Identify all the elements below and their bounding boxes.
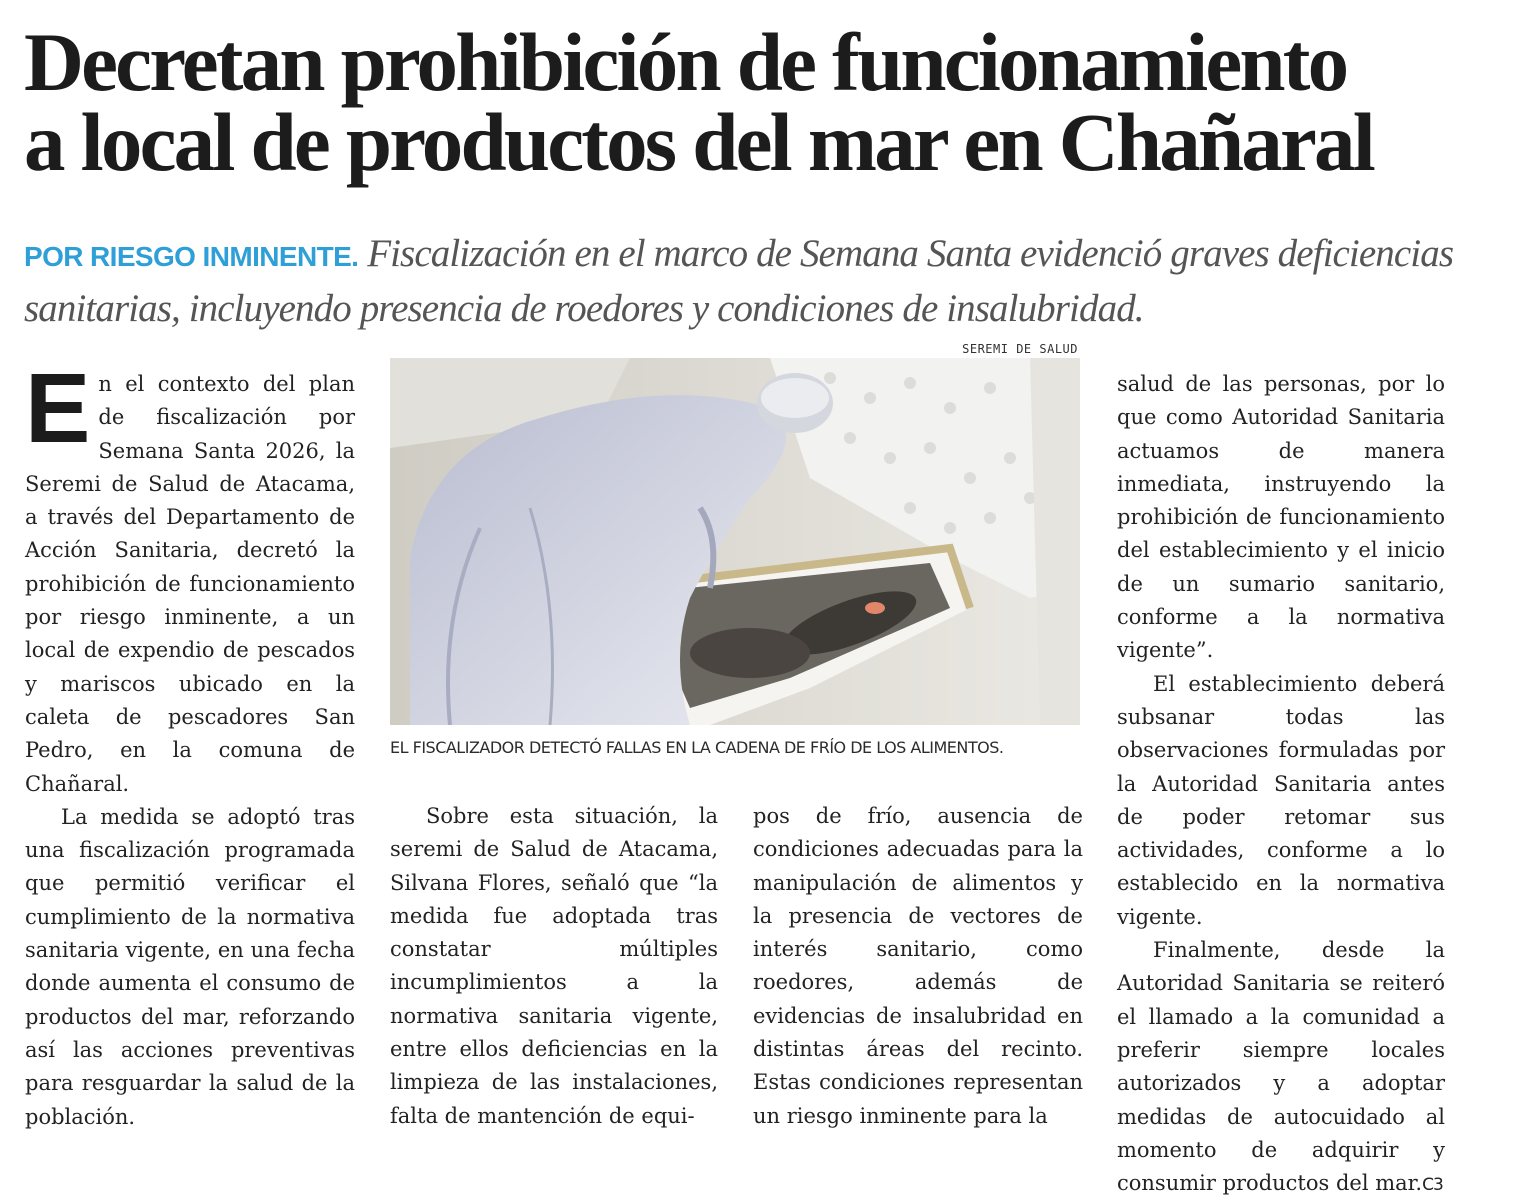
paragraph-text: n el contexto del plan de fiscalización por Semana Santa 2026, la Seremi de Salud de Atacama, a través del Departamento de Acción Sanitaria, decretó la prohibición de funcionamiento por riesgo inminente, a un local de expendio de pescados y mariscos ubicado en la caleta de pescadores San Pedro, en la comuna de Chañaral. [25, 372, 355, 796]
article-column-4 [1117, 368, 1445, 1202]
article-column-2 [390, 800, 718, 1133]
paragraph: El establecimiento deberá subsanar todas las observaciones formuladas por la Autoridad Sanitaria antes de poder retomar sus actividades, conforme a lo establecido en la normativa vigente. [1117, 671, 1445, 929]
deck-text: Fiscalización en el marco de Semana Santa evidenció graves deficiencias sanitarias, incluyendo presencia de roedores y condiciones de insalubridad. [24, 232, 1454, 330]
photo-illustration [390, 358, 1080, 725]
paragraph-text: Finalmente, desde la Autoridad Sanitaria se reiteró el llamado a la comunidad a preferir siempre locales autorizados y a adoptar medidas de autocuidado al momento de adquirir y consumir productos del mar. [1117, 938, 1445, 1196]
article-column-1 [25, 353, 355, 1134]
paragraph: La medida se adoptó tras una fiscalización programada que permitió verificar el cumplimiento de la normativa sanitaria vigente, en una fecha donde aumenta el consumo de productos del mar, reforzando así las acciones preventivas para resguardar la salud de la población. [25, 804, 355, 1129]
headline-line-1: Decretan prohibición de funcionamiento [24, 16, 1347, 108]
photo-caption: EL FISCALIZADOR DETECTÓ FALLAS EN LA CADENA DE FRÍO DE LOS ALIMENTOS. [390, 738, 1004, 757]
paragraph [1117, 934, 1445, 1202]
article-photo [390, 358, 1080, 725]
article-column-3 [753, 800, 1083, 1133]
deck-kicker: POR RIESGO INMINENTE. [24, 241, 359, 272]
end-mark: C3 [1422, 1175, 1443, 1196]
photo-credit: SEREMI DE SALUD [962, 342, 1078, 356]
paragraph: pos de frío, ausencia de condiciones adecuadas para la manipulación de alimentos y la presencia de vectores de interés sanitario, como roedores, además de evidencias de insalubridad en distintas áreas del recinto. Estas condiciones representan un riesgo inminente para la [753, 804, 1083, 1128]
headline [24, 16, 1494, 188]
paragraph: salud de las personas, por lo que como Autoridad Sanitaria actuamos de manera inmediata, instruyendo la prohibición de funcionamiento del establecimiento y el inicio de un sumario sanitario, conforme a la normativa vigente”. [1117, 372, 1445, 663]
paragraph: Sobre esta situación, la seremi de Salud de Atacama, Silvana Flores, señaló que “la medida fue adoptada tras constatar múltiples incumplimientos a la normativa sanitaria vigente, entre ellos deficiencias en la limpieza de las instalaciones, falta de mantención de equi- [390, 804, 718, 1128]
headline-line-2: a local de productos del mar en Chañaral [24, 96, 1374, 188]
drop-cap: E [25, 353, 91, 463]
deck [24, 228, 1494, 335]
paragraph [25, 353, 355, 801]
